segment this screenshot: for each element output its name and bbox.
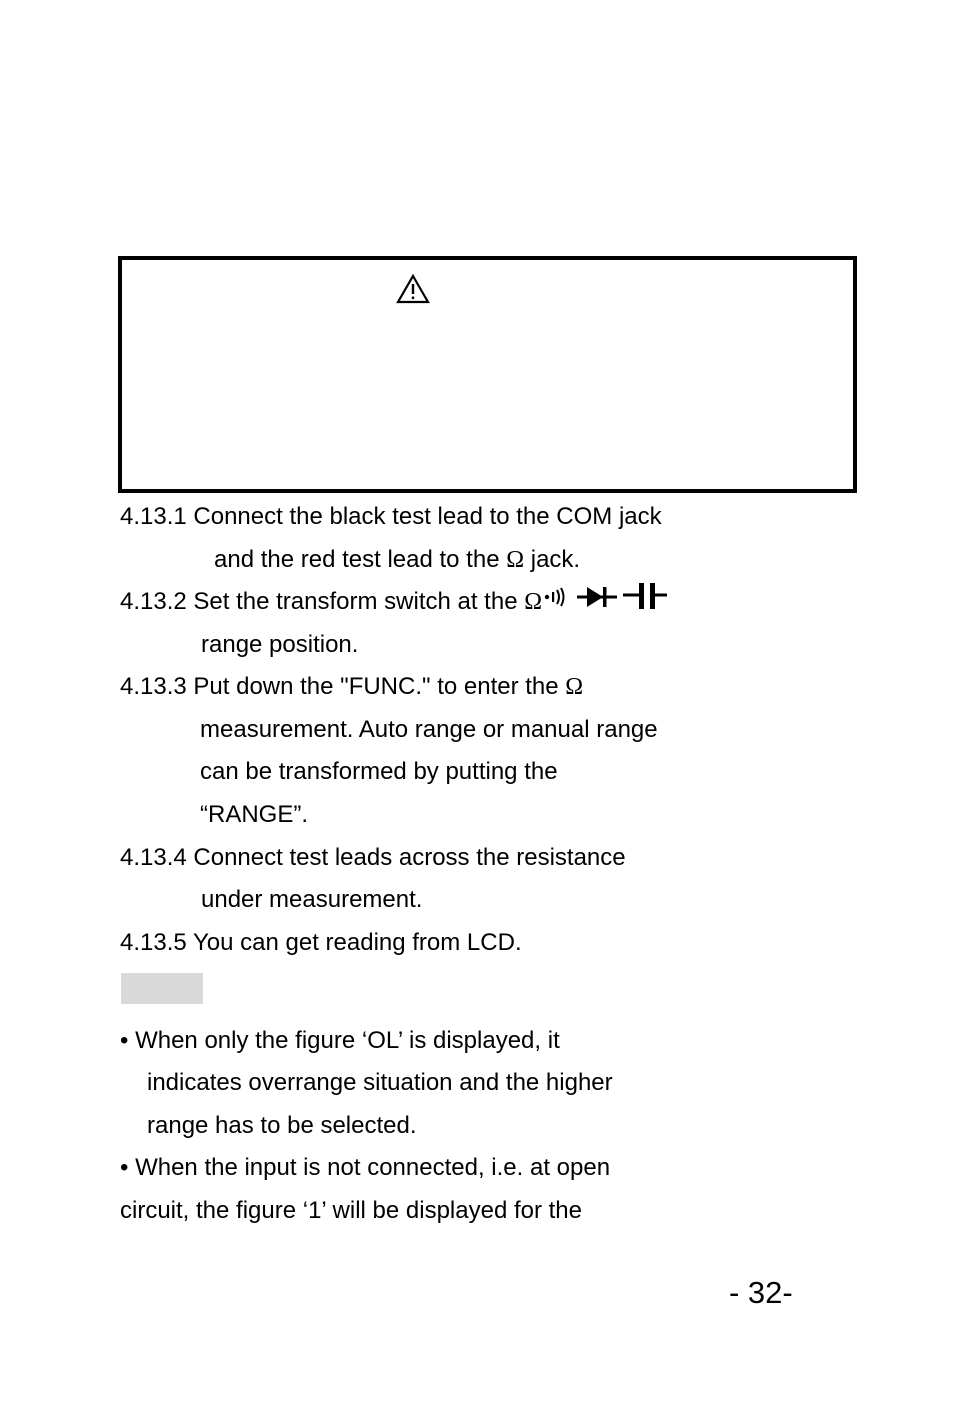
step-text: “RANGE”.: [200, 801, 308, 828]
step-text: You can get reading from LCD.: [186, 929, 522, 956]
note-1-line1: [120, 1026, 560, 1056]
note-heading-block: [121, 973, 203, 1004]
step-text: Connect test leads across the resistance: [186, 844, 626, 871]
step-number: 4.13.1: [120, 503, 187, 530]
bullet: •: [120, 1154, 129, 1181]
step-text: Put down the "FUNC." to enter the: [186, 673, 566, 700]
capacitor-icon: [623, 583, 667, 611]
note-text: circuit, the figure ‘1’ will be displayed for the: [120, 1197, 582, 1224]
note-2-line2: [120, 1196, 582, 1226]
step-4-13-3-line3: [200, 757, 558, 787]
note-1-line3: [147, 1111, 417, 1141]
step-text: and the red test lead to the: [214, 546, 507, 573]
note-text: indicates overrange situation and the higher: [147, 1069, 613, 1096]
step-text: under measurement.: [201, 886, 423, 913]
note-text: When the input is not connected, i.e. at open: [128, 1154, 611, 1181]
warning-triangle-icon: [396, 274, 430, 304]
diode-icon: [577, 585, 617, 609]
continuity-buzzer-icon: [544, 586, 570, 608]
omega-symbol: Ω: [565, 674, 584, 700]
note-1-line2: [147, 1068, 613, 1098]
step-number: 4.13.3: [120, 673, 187, 700]
note-2-line1: [120, 1153, 610, 1183]
step-4-13-1-line1: [120, 502, 662, 532]
step-4-13-2-line1: [120, 587, 667, 618]
bullet: •: [120, 1027, 129, 1054]
step-text: jack.: [524, 546, 581, 573]
note-text: When only the figure ‘OL’ is displayed, it: [128, 1027, 560, 1054]
step-number: 4.13.4: [120, 844, 187, 871]
page-number: - 32-: [729, 1275, 793, 1310]
step-number: 4.13.5: [120, 929, 187, 956]
omega-symbol: Ω: [506, 547, 525, 573]
step-text: Connect the black test lead to the COM jack: [186, 503, 662, 530]
step-text: Set the transform switch at the: [186, 588, 525, 615]
step-text: can be transformed by putting the: [200, 758, 558, 785]
note-text: range has to be selected.: [147, 1112, 417, 1139]
step-4-13-1-line2: [214, 545, 580, 575]
step-4-13-3-line1: [120, 672, 583, 702]
step-text: measurement. Auto range or manual range: [200, 716, 658, 743]
step-4-13-4-line1: [120, 843, 626, 873]
function-symbols: [544, 582, 667, 612]
step-4-13-2-line2: [201, 630, 358, 660]
warning-box: [118, 256, 857, 493]
step-4-13-4-line2: [201, 885, 422, 915]
omega-symbol: Ω: [524, 589, 543, 615]
step-number: 4.13.2: [120, 588, 187, 615]
step-text: range position.: [201, 631, 359, 658]
step-4-13-3-line4: [200, 800, 308, 830]
step-4-13-5-line1: [120, 928, 522, 958]
step-4-13-3-line2: [200, 715, 658, 745]
